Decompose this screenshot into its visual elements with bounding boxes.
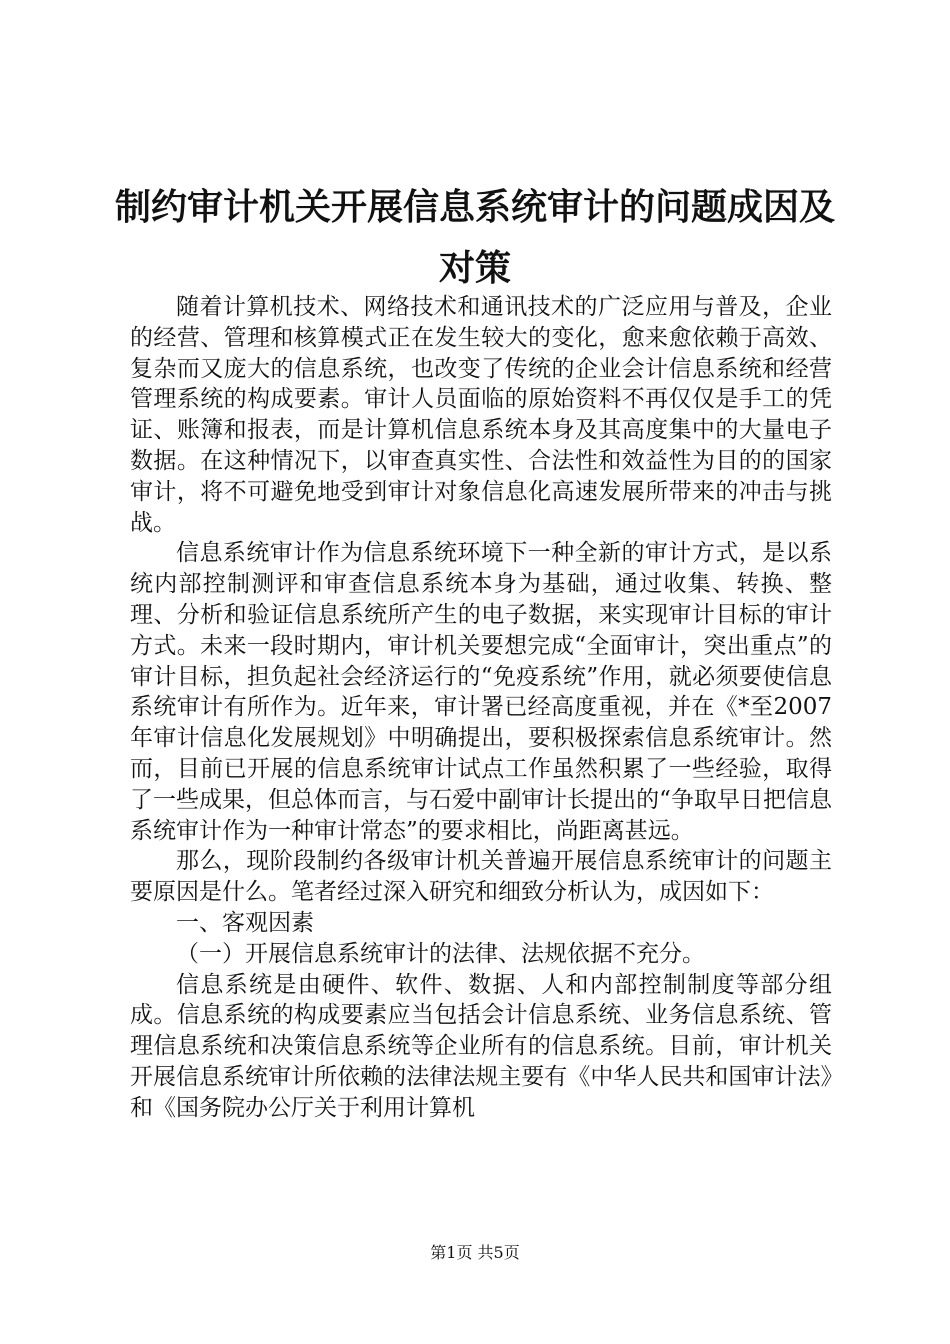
page-number-footer: 第1页 共5页 [430,1243,520,1262]
section-heading: 一、客观因素 [176,909,314,936]
subsection-heading: （一）开展信息系统审计的法律、法规依据不充分。 [176,940,705,967]
paragraph-intro: 随着计算机技术、网络技术和通讯技术的广泛应用与普及，企业的经营、管理和核算模式正在发生较大的变化，愈来愈依赖于高效、复杂而又庞大的信息系统，也改变了传统的企业会计信息系统和经营管理系统的构成要素。审计人员面临的原始资料不再仅仅是手工的凭证、账簿和报表，而是计算机信息系统本身及其高度集中的大量电子数据。在这种情况下，以审查真实性、合法性和效益性为目的的国家审计，将不可避免地受到审计对象信息化高速发展所带来的冲击与挑战。 [130,294,832,536]
document-title-line-2: 对策 [438,248,511,289]
paragraph-definition: 信息系统审计作为信息系统环境下一种全新的审计方式，是以系统内部控制测评和审查信息系统本身为基础，通过收集、转换、整理、分析和验证信息系统所产生的电子数据，来实现审计目标的审计方式。未来一段时期内，审计机关要想完成“全面审计，突出重点”的审计目标，担负起社会经济运行的“免疫系统”作用，就必须要使信息系统审计有所作为。近年来，审计署已经高度重视，并在《*至2007年审计信息化发展规划》中明确提出，要积极探索信息系统审计。然而，目前已开展的信息系统审计试点工作虽然积累了一些经验，取得了一些成果，但总体而言，与石爱中副审计长提出的“争取早日把信息系统审计作为一种审计常态”的要求相比，尚距离甚远。 [130,540,832,844]
paragraph-legal-basis: 信息系统是由硬件、软件、数据、人和内部控制制度等部分组成。信息系统的构成要素应当包括会计信息系统、业务信息系统、管理信息系统和决策信息系统等企业所有的信息系统。目前，审计机关开展信息系统审计所依赖的法律法规主要有《中华人民共和国审计法》和《国务院办公厅关于利用计算机 [130,971,832,1121]
paragraph-question: 那么，现阶段制约各级审计机关普遍开展信息系统审计的问题主要原因是什么。笔者经过深入研究和细致分析认为，成因如下： [130,848,832,906]
document-body [130,292,832,1124]
document-title-line-1: 制约审计机关开展信息系统审计的问题成因及 [114,187,835,228]
